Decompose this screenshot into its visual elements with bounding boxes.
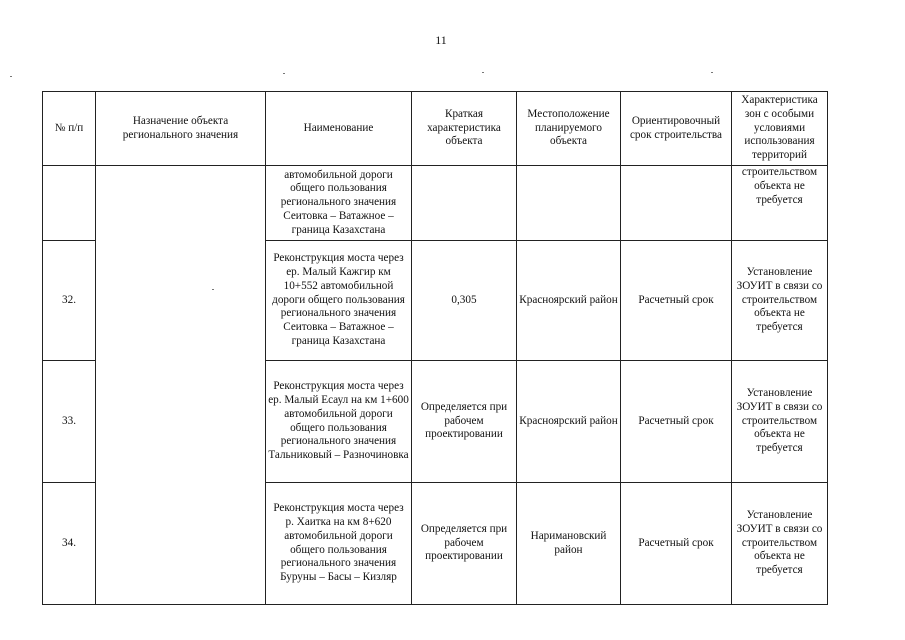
cell-zones: Установление ЗОУИТ в связи со строительством объекта не требуется	[732, 361, 828, 483]
header-characteristic: Краткая характеристика объекта	[412, 92, 517, 166]
cell-location: Красноярский район	[517, 241, 621, 361]
scan-speck	[482, 72, 484, 73]
cell-location: Наримановский район	[517, 483, 621, 605]
cell-num: 32.	[43, 241, 96, 361]
regional-objects-table	[42, 91, 828, 605]
cell-characteristic	[412, 166, 517, 241]
cell-num: 34.	[43, 483, 96, 605]
table-row-continuation	[43, 166, 828, 241]
header-num: № п/п	[43, 92, 96, 166]
cell-characteristic: 0,305	[412, 241, 517, 361]
cell-name: Реконструкция моста через ер. Малый Кажгир км 10+552 автомобильной дороги общего пользования регионального значения Сеитовка – Ватажное – граница Казахстана	[266, 241, 412, 361]
cell-term	[621, 166, 732, 241]
scan-speck	[283, 73, 285, 74]
cell-zones: Установление ЗОУИТ в связи со строительством объекта не требуется	[732, 483, 828, 605]
cell-location	[517, 166, 621, 241]
cell-zones: Установление ЗОУИТ в связи со строительством объекта не требуется	[732, 241, 828, 361]
cell-term: Расчетный срок	[621, 483, 732, 605]
header-purpose: Назначение объекта регионального значения	[96, 92, 266, 166]
cell-num: 33.	[43, 361, 96, 483]
page-number: 11	[435, 33, 447, 47]
cell-location: Красноярский район	[517, 361, 621, 483]
cell-purpose-merged	[96, 166, 266, 605]
cell-characteristic: Определяется при рабочем проектировании	[412, 483, 517, 605]
cell-term: Расчетный срок	[621, 361, 732, 483]
cell-num	[43, 166, 96, 241]
header-location: Местоположение планируемого объекта	[517, 92, 621, 166]
cell-name: Реконструкция моста через р. Хаитка на км 8+620 автомобильной дороги общего пользования регионального значения Буруны – Басы – Кизляр	[266, 483, 412, 605]
header-zones: Характеристика зон с особыми условиями использования территорий	[732, 92, 828, 166]
cell-characteristic: Определяется при рабочем проектировании	[412, 361, 517, 483]
cell-term: Расчетный срок	[621, 241, 732, 361]
header-name: Наименование	[266, 92, 412, 166]
cell-name: Реконструкция моста через ер. Малый Есаул на км 1+600 автомобильной дороги общего пользования регионального значения Тальниковый – Разночиновка	[266, 361, 412, 483]
scan-speck	[10, 76, 12, 77]
cell-zones: строительством объекта не требуется	[732, 166, 828, 241]
header-term: Ориентировочный срок строительства	[621, 92, 732, 166]
scan-speck	[711, 72, 713, 73]
cell-name: автомобильной дороги общего пользования регионального значения Сеитовка – Ватажное – граница Казахстана	[266, 166, 412, 241]
header-row	[43, 92, 828, 166]
